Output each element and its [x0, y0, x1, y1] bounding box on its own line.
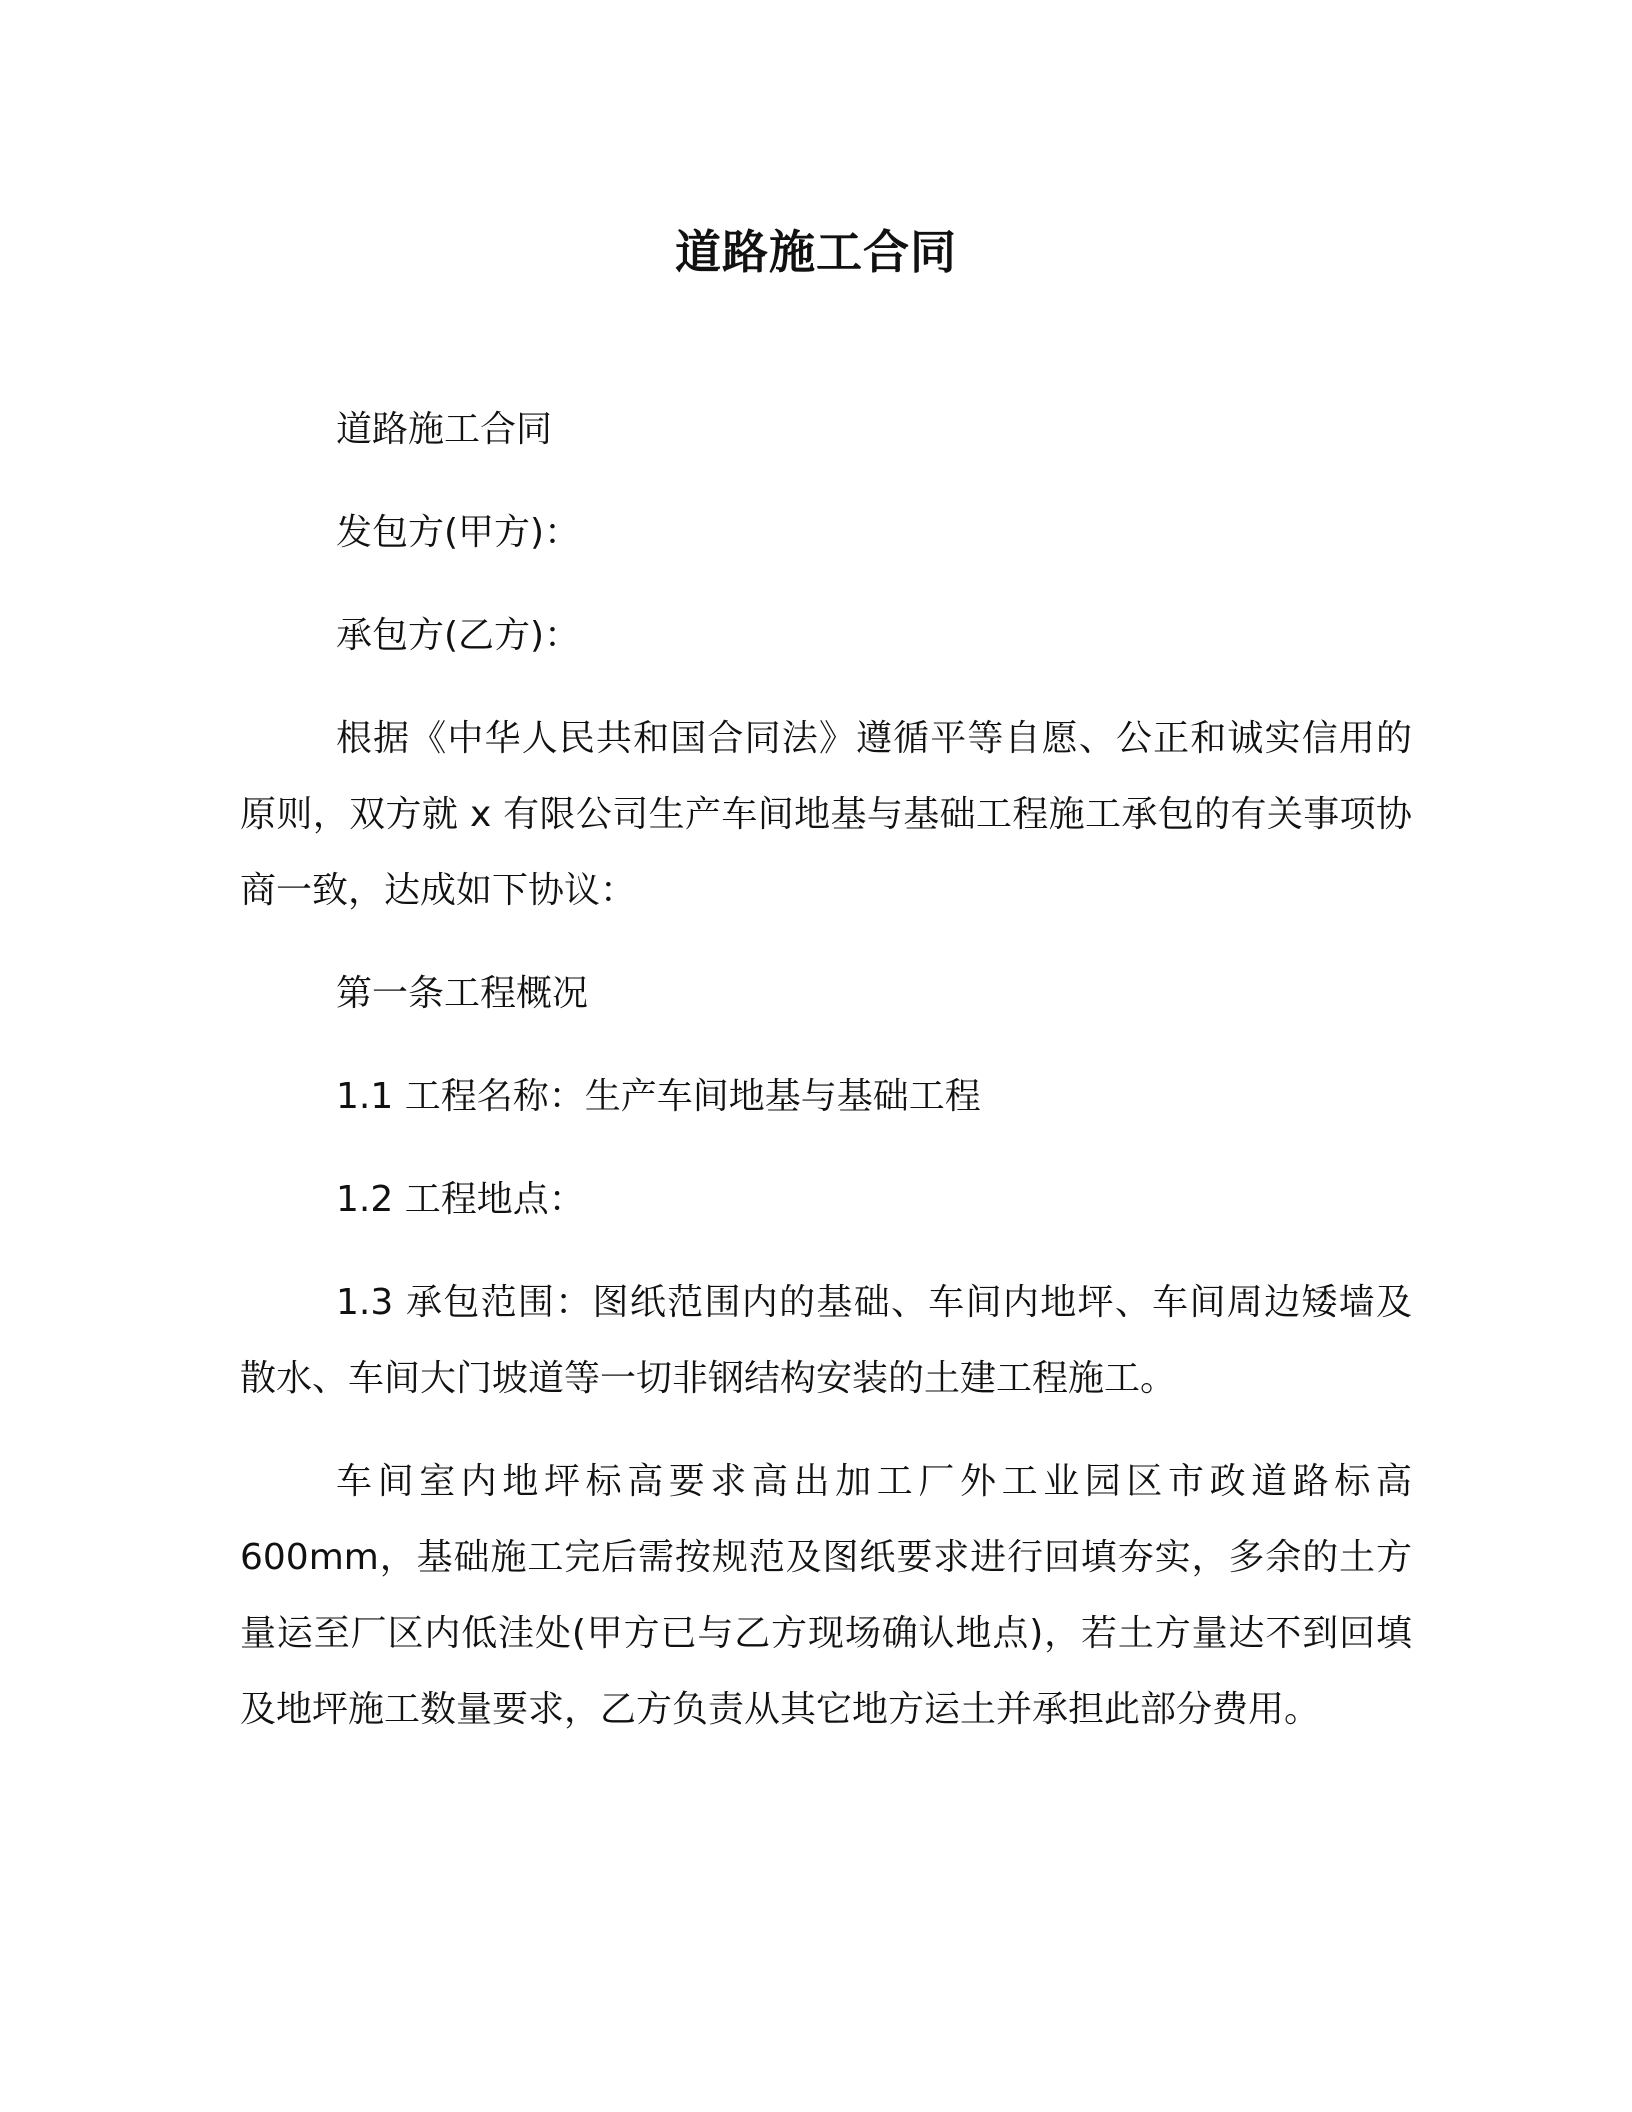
- paragraph-contract-heading: 道路施工合同: [336, 409, 553, 450]
- paragraph-project-location: 1.2 工程地点：: [336, 1179, 585, 1220]
- document-body: [240, 392, 1412, 1775]
- paragraph-party-a: 发包方(甲方)：: [336, 512, 581, 553]
- paragraph-project-name: 1.1 工程名称：生产车间地基与基础工程: [336, 1076, 981, 1117]
- document-title: 道路施工合同: [675, 225, 957, 279]
- paragraph-party-b: 承包方(乙方)：: [336, 615, 581, 656]
- paragraph-article-one-heading: 第一条工程概况: [336, 973, 589, 1014]
- paragraph-floor-elevation: 车间室内地坪标高要求高出加工厂外工业园区市政道路标高600mm，基础施工完后需按规范及图纸要求进行回填夯实，多余的土方量运至厂区内低洼处(甲方已与乙方现场确认地点)，若土方量达不到回填及地坪施工数量要求，乙方负责从其它地方运土并承担此部分费用。: [240, 1461, 1412, 1730]
- paragraph-contract-scope: 1.3 承包范围：图纸范围内的基础、车间内地坪、车间周边矮墙及散水、车间大门坡道等一切非钢结构安装的土建工程施工。: [240, 1282, 1412, 1399]
- paragraph-preamble: 根据《中华人民共和国合同法》遵循平等自愿、公正和诚实信用的原则，双方就 x 有限公司生产车间地基与基础工程施工承包的有关事项协商一致，达成如下协议：: [240, 718, 1412, 911]
